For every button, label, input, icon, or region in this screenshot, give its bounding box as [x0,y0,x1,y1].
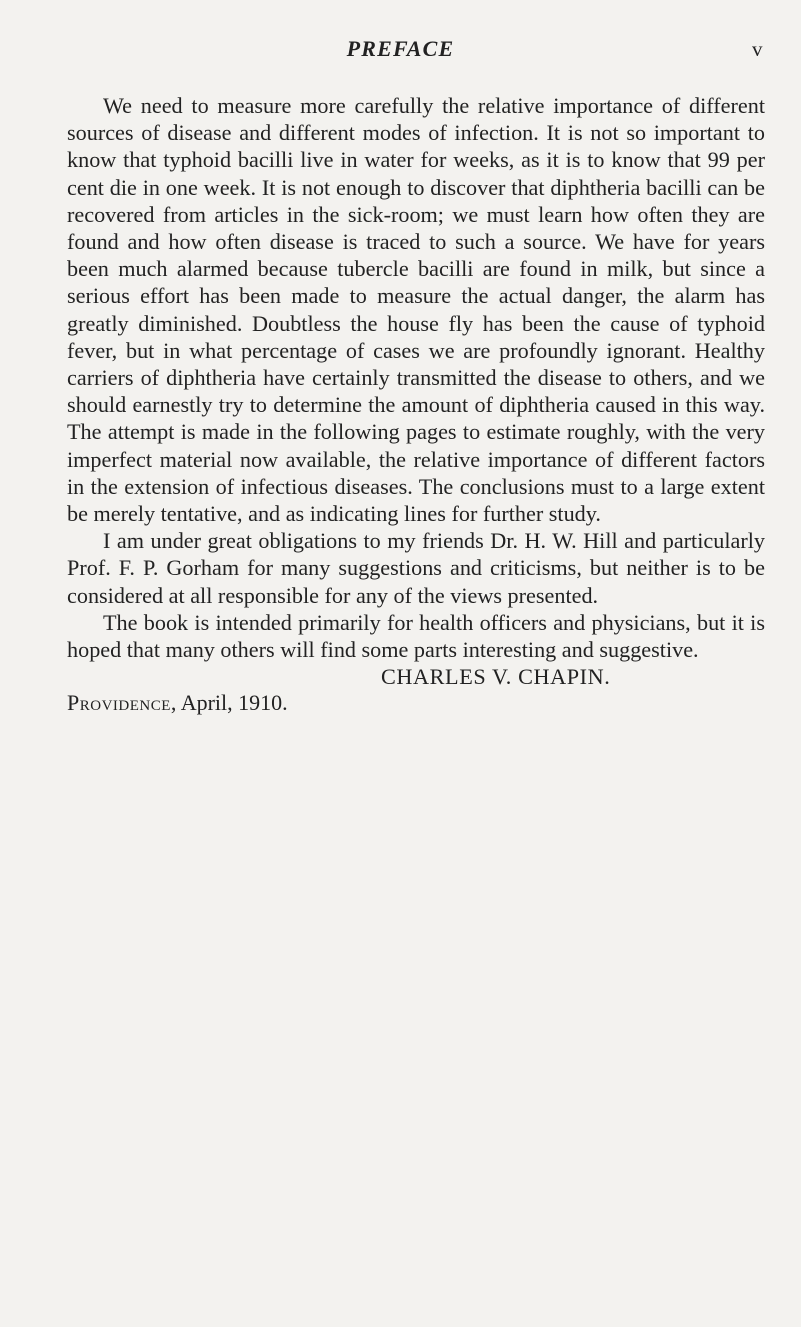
date: , April, 1910. [170,690,288,716]
paragraph: I am under great obligations to my friends Dr. H. W. Hill and particularly Prof. F. P. Gorham for many suggestions and criticisms, but neither is to be considered at all responsible for any of the views presented. [67,528,765,608]
paragraph: The book is intended primarily for health officers and physicians, but it is hoped that many others will find some parts interesting and suggestive. [67,609,765,663]
page-number: v [752,37,763,61]
preface-body [67,92,765,716]
place: Providence [67,690,171,716]
running-head [0,36,801,62]
place-date [67,690,765,716]
paragraph: We need to measure more carefully the relative importance of different sources of disease and different modes of infection. It is not so important to know that typhoid bacilli live in water for weeks, as it is to know that 99 per cent die in one week. It is not enough to discover that diphtheria bacilli can be recovered from articles in the sick-room; we must learn how often they are found and how often disease is traced to such a source. We have for years been much alarmed because tubercle bacilli are found in milk, but since a serious effort has been made to measure the actual danger, the alarm has greatly diminished. Doubtless the house fly has been the cause of typhoid fever, but in what percentage of cases we are profoundly ignorant. Healthy carriers of diphtheria have certainly transmitted the disease to others, and we should earnestly try to determine the amount of diphtheria caused in this way. The attempt is made in the following pages to estimate roughly, with the very imperfect material now available, the relative importance of different factors in the extension of infectious diseases. The conclusions must to a large extent be merely tentative, and as indicating lines for further study. [67,93,765,527]
author-signature: CHARLES V. CHAPIN. [381,664,611,690]
page-title: PREFACE [346,36,455,61]
